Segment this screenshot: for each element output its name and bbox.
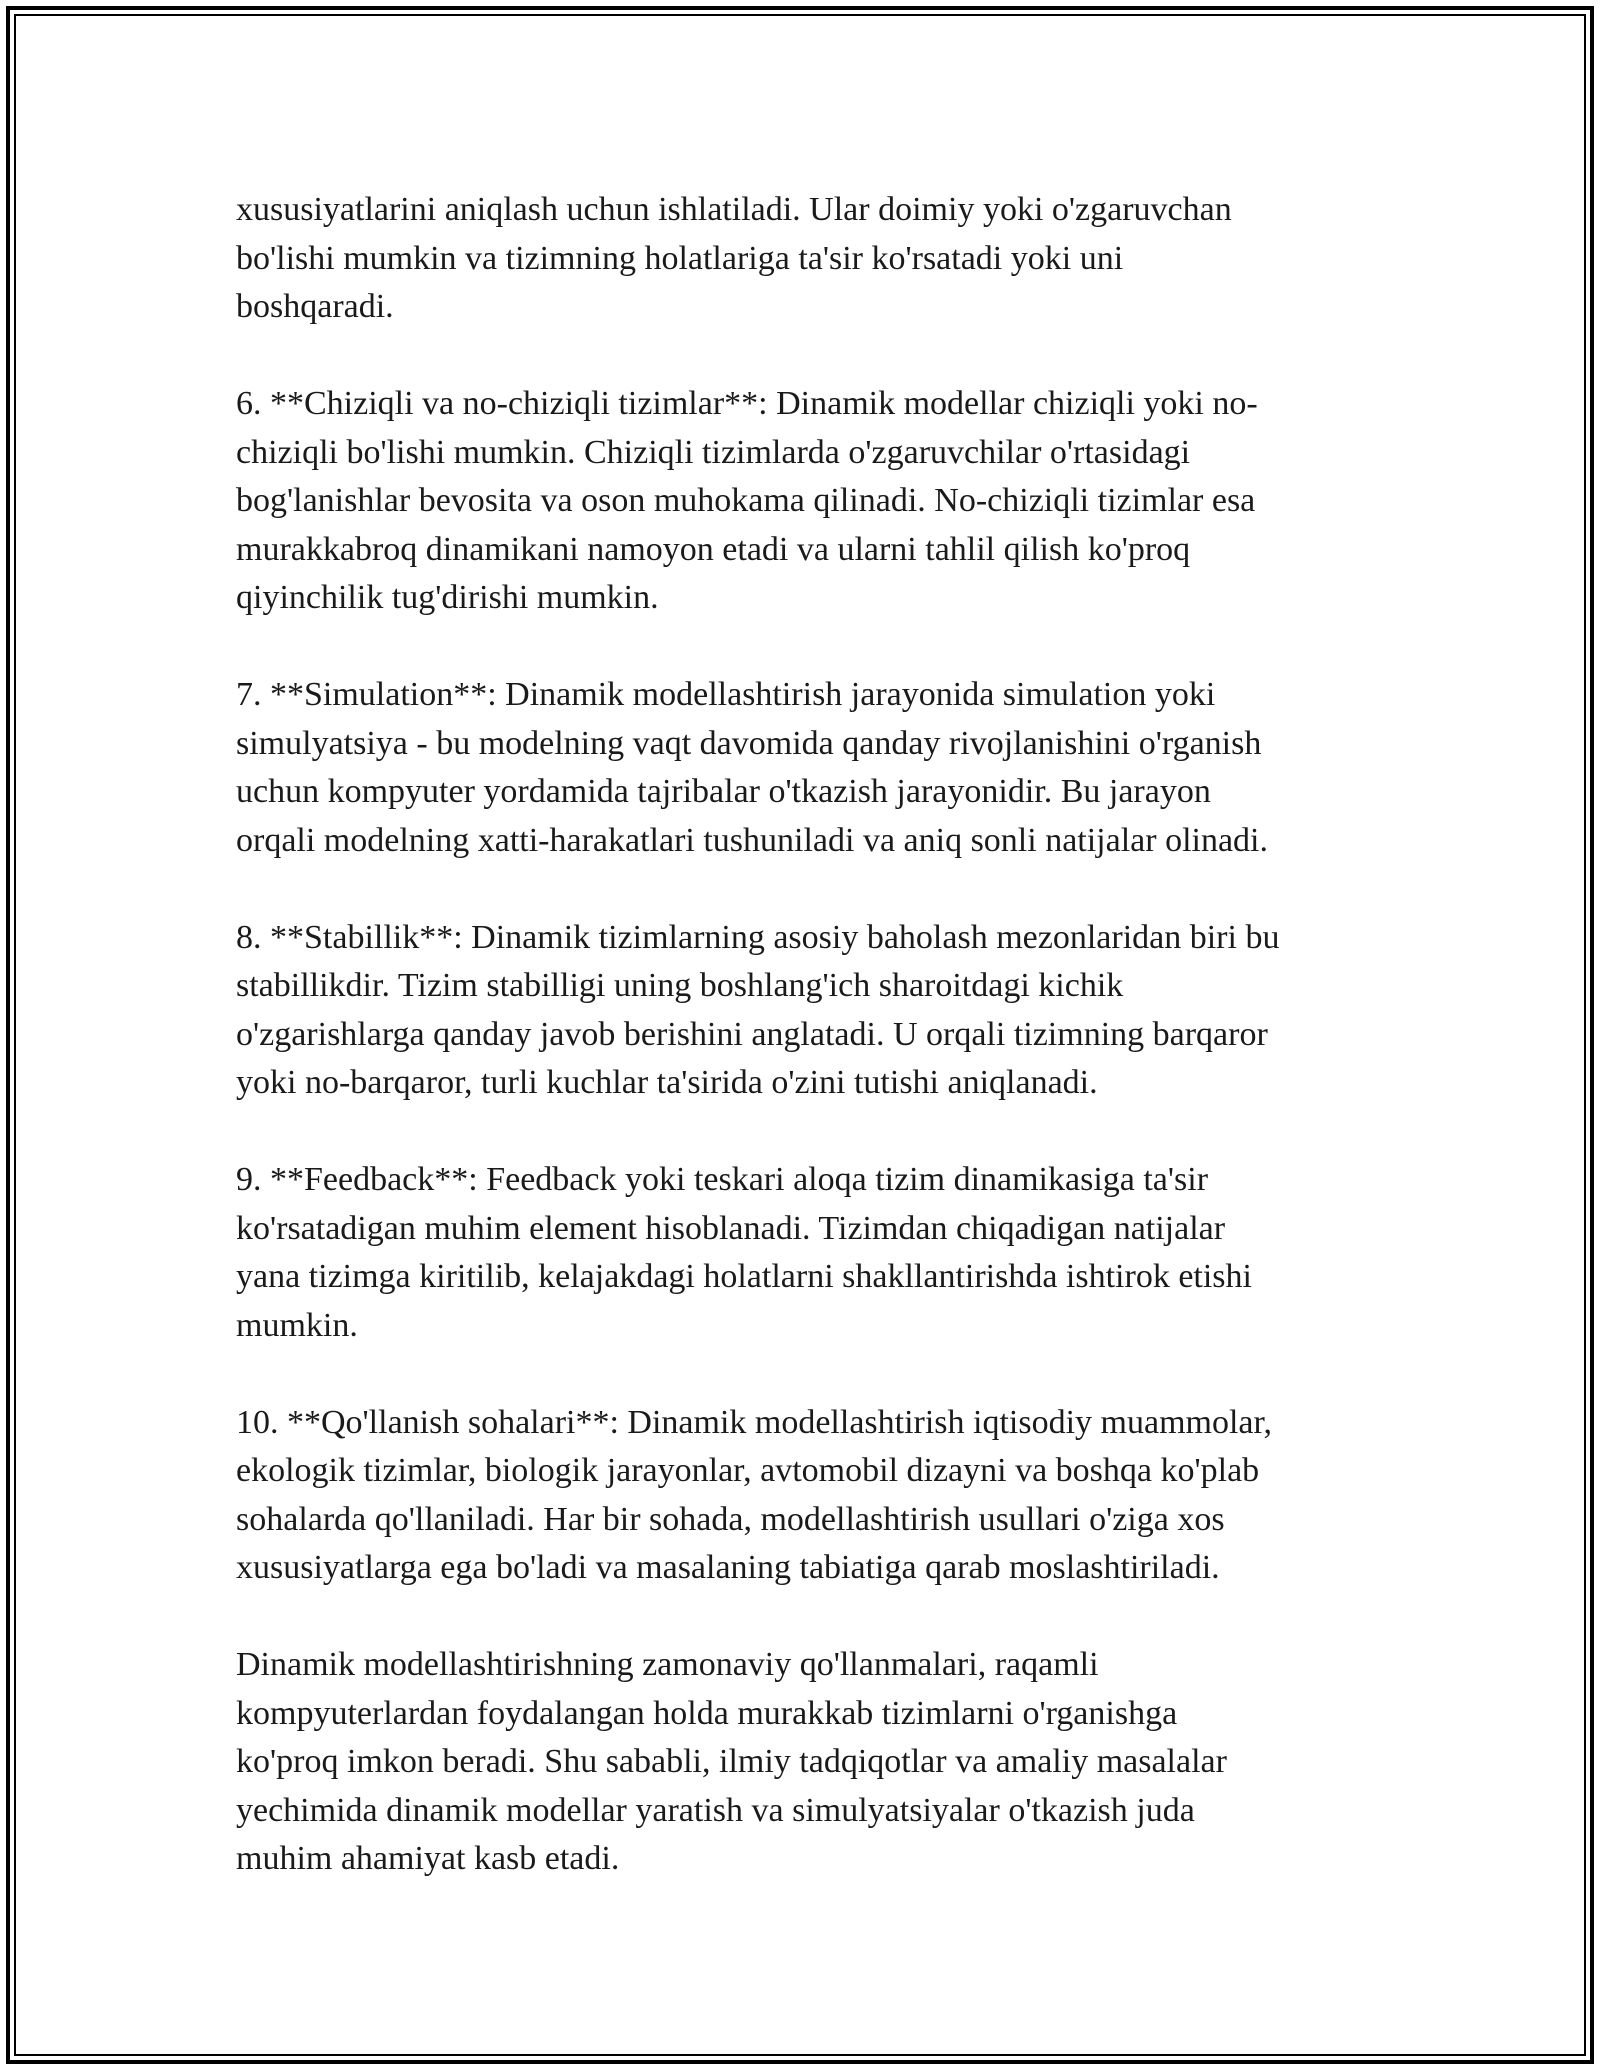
- paragraph-item-9: 9. **Feedback**: Feedback yoki teskari aloqa tizim dinamikasiga ta'sir ko'rsatadigan muhim element hisoblanadi. Tizimdan chiqadigan natijalar yana tizimga kiritilib, kelajakdagi holatlarni shakllantirishda ishtirok etishi mumkin.: [236, 1161, 1252, 1344]
- paragraph-item-6: 6. **Chiziqli va no-chiziqli tizimlar**: Dinamik modellar chiziqli yoki no- chiziqli bo'lishi mumkin. Chiziqli tizimlarda o'zgaruvchilar o'rtasidagi bog'lanishlar bevosita va oson muhokama qilinadi. No-chiziqli tizimlar esa murakkabroq dinamikani namoyon etadi va ularni tahlil qilish ko'proq qiyinchilik tug'dirishi mumkin.: [236, 385, 1258, 616]
- paragraph-item-7: 7. **Simulation**: Dinamik modellashtirish jarayonida simulation yoki simulyatsiya - bu modelning vaqt davomida qanday rivojlanishini o'rganish uchun kompyuter yordamida tajribalar o'tkazish jarayonidir. Bu jarayon orqali modelning xatti-harakatlari tushuniladi va aniq sonli natijalar olinadi.: [236, 676, 1269, 859]
- paragraph-item-10: 10. **Qo'llanish sohalari**: Dinamik modellashtirish iqtisodiy muammolar, ekologik tizimlar, biologik jarayonlar, avtomobil dizayni va boshqa ko'plab sohalarda qo'llaniladi. Har bir sohada, modellashtirish usullari o'ziga xos xususiyatlarga ega bo'ladi va masalaning tabiatiga qarab moslashtiriladi.: [236, 1403, 1272, 1586]
- paragraph-conclusion: Dinamik modellashtirishning zamonaviy qo'llanmalari, raqamli kompyuterlardan foydalangan holda murakkab tizimlarni o'rganishga ko'proq imkon beradi. Shu sababli, ilmiy tadqiqotlar va amaliy masalalar yechimida dinamik modellar yaratish va simulyatsiyalar o'tkazish juda muhim ahamiyat kasb etadi.: [236, 1646, 1227, 1877]
- paragraph-item-8: 8. **Stabillik**: Dinamik tizimlarning asosiy baholash mezonlaridan biri bu stabillikdir. Tizim stabilligi uning boshlang'ich sharoitdagi kichik o'zgarishlarga qanday javob berishini anglatadi. U orqali tizimning barqaror yoki no-barqaror, turli kuchlar ta'sirida o'zini tutishi aniqlanadi.: [236, 918, 1280, 1101]
- paragraph-intro-continuation: xususiyatlarini aniqlash uchun ishlatiladi. Ular doimiy yoki o'zgaruvchan bo'lishi mumkin va tizimning holatlariga ta'sir ko'rsatadi yoki uni boshqaradi.: [236, 191, 1232, 325]
- document-body: [236, 186, 1372, 1884]
